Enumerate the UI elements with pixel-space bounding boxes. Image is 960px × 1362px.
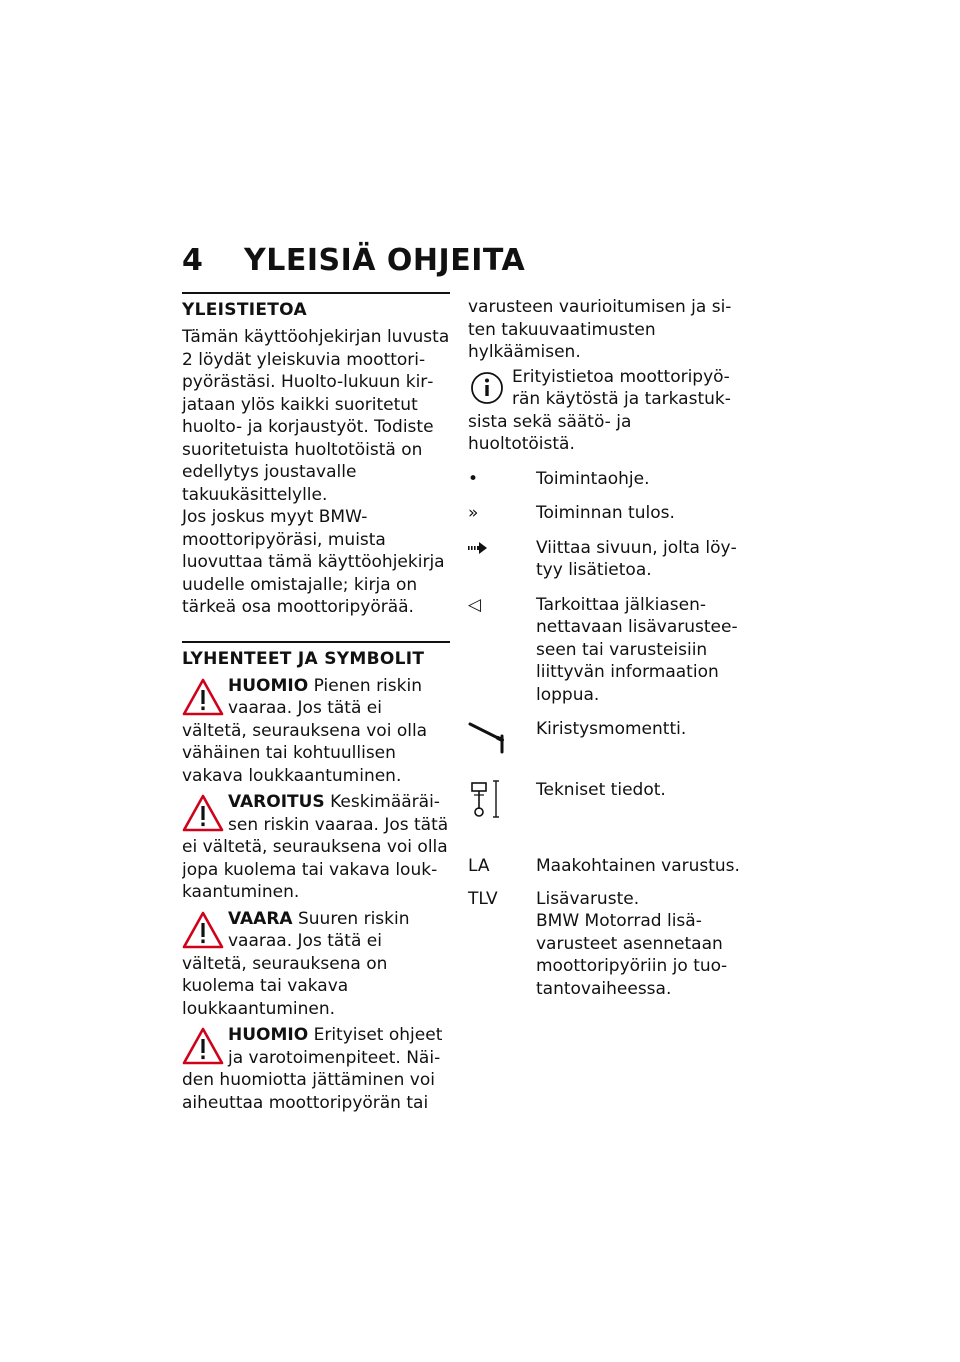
chapter-number: 4 [182, 243, 204, 278]
notice-continuation: varusteen vaurioitumisen ja siten takuuvaatimusten hylkäämisen. [468, 297, 732, 362]
notice-text: Erityiset ohjeet ja varotoimenpiteet. Näiden huomiotta jättäminen voi aiheuttaa moottoripyörän tai [182, 1025, 443, 1113]
symbol-row-la [468, 855, 740, 878]
notice-text: Suuren riskin vaaraa. Jos tätä ei vältetä, seurauksena on kuolema tai vakava loukkaantuminen. [182, 908, 410, 1019]
symbol-description: Toiminnan tulos. [536, 503, 675, 523]
info-icon [468, 366, 510, 408]
technical-data-icon [468, 779, 504, 819]
symbol-description: Tekniset tiedot. [536, 779, 666, 800]
bullet-icon: • [468, 468, 479, 489]
notice-keyword: HUOMIO [228, 1025, 309, 1045]
general-paragraph-2: Jos joskus myyt BMW-moottoripyöräsi, muista luovuttaa tämä käyttöohjekirja uudelle omistajalle; kirja on tärkeä osa moottoripyörää. [182, 507, 445, 617]
warning-triangle-icon [182, 677, 224, 717]
section-rule [182, 641, 450, 643]
symbol-description: Tarkoittaa jälkiasennettavaan lisävarusteeseen tai varusteisiin liittyvän informaation loppua. [536, 594, 738, 705]
symbol-row-technical-data [468, 779, 740, 826]
symbol-row-bullet [468, 468, 740, 491]
symbol-row-result [468, 502, 740, 525]
general-paragraph-1: Tämän käyttöohjekirjan luvusta 2 löydät yleiskuvia moottoripyörästäsi. Huolto-lukuun kirjataan ylös kaikki suoritetut huolto- ja korjaustyöt. Todiste suoritetuista huoltotöistä on edellytys joustavalle takuukäsittelylle. [182, 327, 450, 505]
abbreviation-la: LA [468, 856, 490, 876]
notice-vaara-danger [182, 908, 450, 1021]
notice-keyword: VAROITUS [228, 792, 325, 812]
symbol-description: Viittaa sivuun, jolta löytyy lisätietoa. [536, 537, 737, 580]
warning-triangle-icon [182, 793, 224, 833]
symbol-description: Kiristysmomentti. [536, 719, 687, 739]
torque-wrench-icon [468, 718, 510, 754]
info-note [468, 366, 740, 456]
left-column [182, 292, 450, 1114]
section-heading-general: YLEISTIETOA [182, 300, 307, 320]
symbol-row-torque [468, 718, 740, 761]
end-marker-icon: ◁ [468, 594, 482, 615]
abbreviation-tlv: TLV [468, 888, 498, 909]
section-heading-symbols: LYHENTEET JA SYMBOLIT [182, 648, 425, 669]
warning-triangle-icon [182, 1026, 224, 1066]
notice-huomio-caution [182, 675, 450, 788]
symbol-description: Lisävaruste. [536, 888, 640, 909]
warning-triangle-icon [182, 910, 224, 950]
notice-keyword: VAARA [228, 908, 293, 929]
right-column [468, 296, 740, 1000]
symbol-row-tlv [468, 888, 740, 1001]
notice-keyword: HUOMIO [228, 675, 309, 696]
result-arrow-icon: » [468, 503, 479, 523]
symbol-row-end-marker [468, 594, 740, 707]
notice-huomio-special [182, 1024, 450, 1114]
symbol-row-page-reference [468, 537, 740, 582]
symbol-description: Toimintaohje. [536, 468, 650, 489]
notice-text: Keskimääräisen riskin vaaraa. Jos tätä ei vältetä, seurauksena voi olla jopa kuolema tai vakava loukkaantuminen. [182, 792, 449, 902]
section-rule [182, 292, 450, 294]
chapter-title: YLEISIÄ OHJEITA [244, 243, 526, 278]
info-note-text: Erityistietoa moottoripyörän käytöstä ja tarkastuksista sekä säätö- ja huoltotöistä. [468, 366, 731, 454]
symbol-description: Maakohtainen varustus. [536, 856, 740, 876]
notice-text: Pienen riskin vaaraa. Jos tätä ei vältetä, seurauksena voi olla vähäinen tai kohtuullisen vakava loukkaantuminen. [182, 675, 428, 786]
chapter-heading [182, 243, 525, 278]
page-reference-arrow-icon [468, 541, 488, 555]
notice-varoitus-warning [182, 791, 450, 904]
symbol-description-detail: BMW Motorrad lisävarusteet asennetaan moottoripyöriin jo tuotantovaiheessa. [536, 911, 728, 999]
